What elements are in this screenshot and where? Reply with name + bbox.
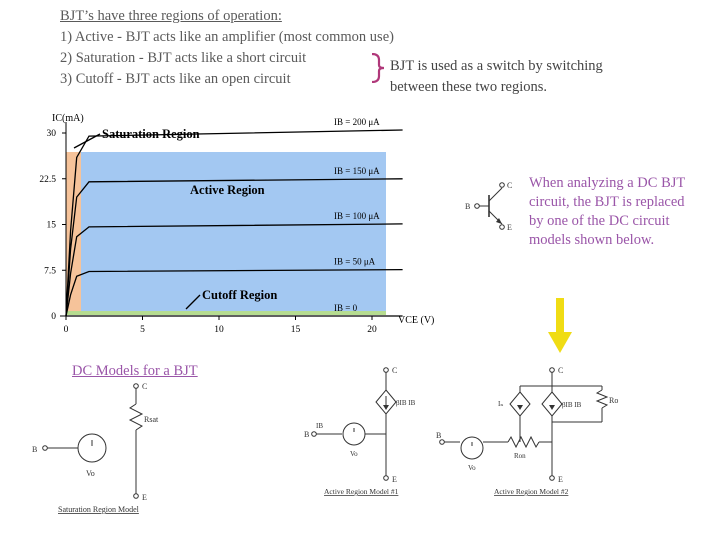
saturation-pointer	[74, 134, 100, 148]
curve-label-3: IB = 50 μA	[334, 256, 376, 267]
curve-label-1: IB = 150 μA	[334, 165, 380, 176]
act2-c-label: C	[558, 366, 564, 375]
bjt-symbol	[462, 176, 524, 236]
act2-caption: Active Region Model #2	[494, 487, 569, 496]
x-tick-label-4: 20	[367, 325, 377, 335]
active-region-model-1	[300, 362, 420, 498]
intro-item-saturation: 2) Saturation - BJT acts like a short circuit	[60, 50, 307, 66]
x-axis-label: VCE (V)	[398, 315, 435, 326]
y-tick-label-4: 30	[46, 129, 56, 139]
act2-ro-label: Ro	[609, 396, 619, 405]
switch-note-line-1: BJT is used as a switch by switching	[390, 58, 603, 74]
y-tick-label-2: 15	[46, 220, 56, 231]
act2-r-label: Ron	[514, 452, 526, 460]
sat-r-label: Rsat	[144, 415, 159, 424]
act1-b-label: B	[304, 430, 310, 439]
active-region-label: Active Region	[190, 183, 265, 197]
intro-heading: BJT’s have three regions of operation:	[60, 8, 282, 24]
x-tick-label-1: 5	[140, 325, 145, 335]
y-axis-label: IC(mA)	[52, 113, 84, 124]
act2-b-label: B	[436, 431, 442, 440]
act1-v-label: Vo	[350, 450, 358, 458]
sat-caption: Saturation Region Model	[58, 505, 139, 514]
y-tick-label-0: 0	[51, 312, 56, 322]
intro-text	[60, 6, 394, 90]
y-ticks-layer	[39, 129, 66, 322]
act2-ib-small-label: Iₙ	[498, 400, 504, 408]
symbol-e-label: E	[507, 223, 512, 232]
sat-v-label: Vo	[86, 469, 95, 478]
curve-label-4: IB = 0	[334, 303, 358, 313]
dc-analysis-note: When analyzing a DC BJT circuit, the BJT is replaced by one of the DC circuit models shown below.	[529, 175, 685, 248]
act2-v-label: Vo	[468, 464, 476, 472]
act2-src-label: βIB IB	[562, 401, 582, 409]
curve-label-0: IB = 200 μA	[334, 117, 380, 127]
saturation-region-model	[30, 376, 170, 518]
act1-e-label: E	[392, 475, 397, 484]
symbol-b-label: B	[465, 202, 471, 211]
active-region-model-2	[432, 362, 628, 498]
act1-c-label: C	[392, 366, 398, 375]
sat-e-label: E	[142, 493, 147, 502]
x-tick-label-3: 15	[290, 325, 301, 335]
symbol-c-label: C	[507, 181, 513, 190]
switch-note-line-2: between these two regions.	[390, 79, 548, 95]
curly-bracket	[370, 53, 386, 83]
sat-c-label: C	[142, 382, 148, 391]
act2-e-label: E	[558, 475, 563, 484]
intro-item-active: 1) Active - BJT acts like an amplifier (most common use)	[60, 29, 394, 45]
x-tick-label-0: 0	[63, 325, 69, 335]
down-arrow-icon	[546, 298, 574, 354]
saturation-region-label: Saturation Region	[102, 127, 200, 141]
bjt-characteristic-chart	[0, 100, 450, 350]
y-tick-label-1: 7.5	[44, 266, 56, 277]
curve-label-2: IB = 100 μA	[334, 210, 380, 221]
sat-b-label: B	[32, 445, 38, 454]
switch-note	[390, 56, 603, 98]
act1-caption: Active Region Model #1	[324, 487, 399, 496]
dc-models-title: DC Models for a BJT	[72, 363, 198, 379]
y-tick-label-3: 22.5	[39, 174, 56, 185]
act1-ib-label: IB	[316, 422, 323, 430]
cutoff-region-label: Cutoff Region	[202, 288, 278, 302]
intro-item-cutoff: 3) Cutoff - BJT acts like an open circuit	[60, 71, 291, 87]
act1-src-label: βIB IB	[396, 399, 416, 407]
x-ticks-layer	[64, 316, 377, 335]
x-tick-label-2: 10	[214, 325, 224, 335]
